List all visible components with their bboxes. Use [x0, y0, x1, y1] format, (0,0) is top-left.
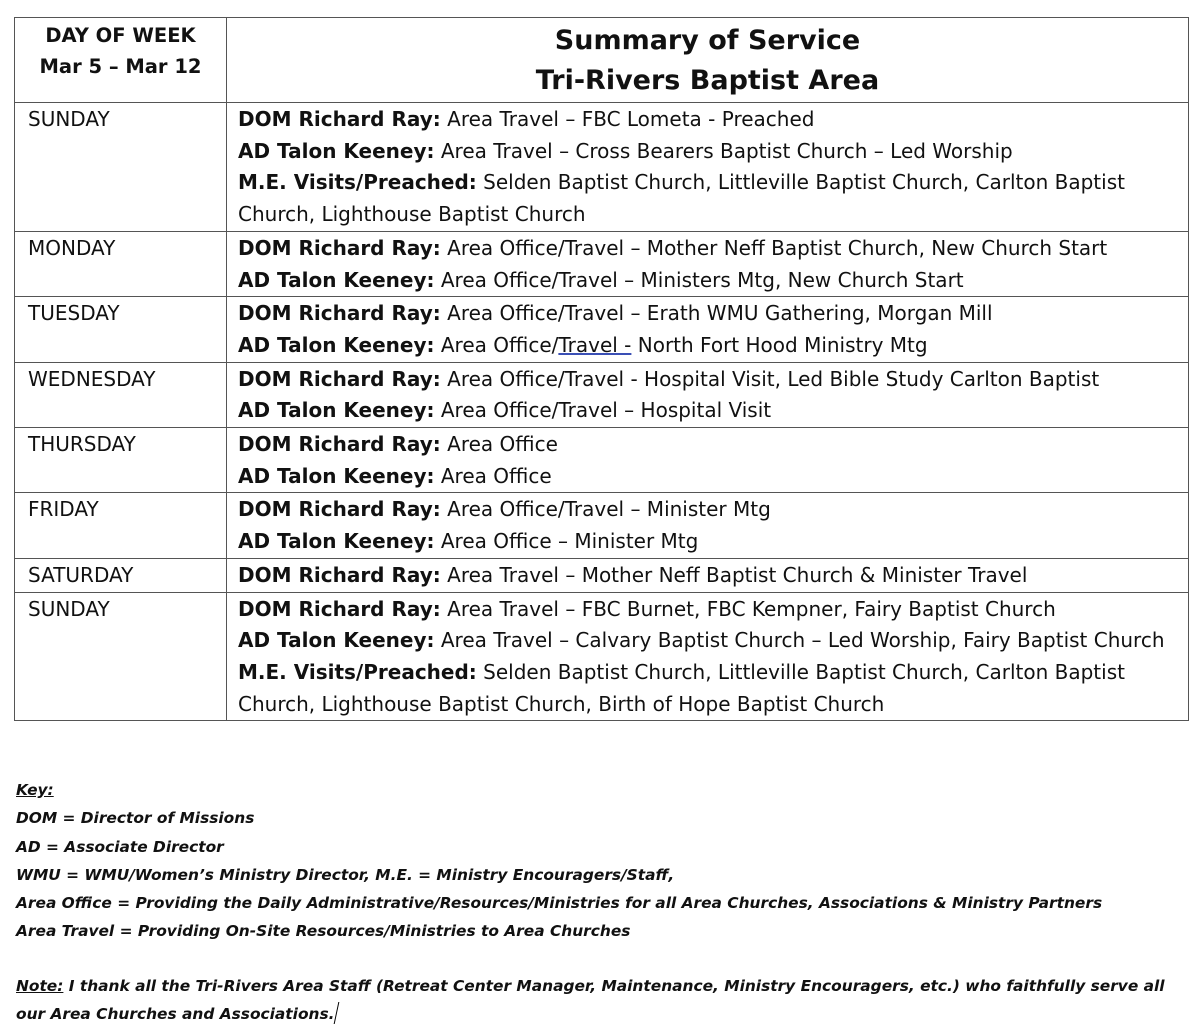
- spellcheck-underlined-text: Travel -: [558, 332, 632, 357]
- activity-line: [238, 657, 1182, 720]
- activity-text: Area Travel – Mother Neff Baptist Church & Minister Travel: [440, 562, 1028, 587]
- summary-title-line2: Tri-Rivers Baptist Area: [535, 65, 880, 96]
- activity-text: Area Office/: [434, 332, 559, 357]
- activities-cell: [227, 297, 1189, 362]
- activity-line: [238, 330, 1182, 362]
- staff-name: AD Talon Keeney:: [238, 138, 435, 163]
- day-cell: SUNDAY: [15, 103, 227, 232]
- day-column-header-line1: DAY OF WEEK: [45, 24, 196, 47]
- activity-text: Area Office – Minister Mtg: [434, 529, 699, 554]
- table-row: [15, 231, 1189, 296]
- day-cell: SATURDAY: [15, 558, 227, 592]
- table-row: [15, 592, 1189, 721]
- activity-line: [238, 136, 1182, 168]
- activity-line: [238, 594, 1182, 626]
- staff-name: DOM Richard Ray:: [238, 366, 441, 391]
- staff-name: AD Talon Keeney:: [238, 529, 435, 554]
- staff-name: DOM Richard Ray:: [238, 596, 441, 621]
- activities-cell: [227, 428, 1189, 493]
- staff-name: DOM Richard Ray:: [238, 235, 441, 260]
- activity-text: North Fort Hood Ministry Mtg: [631, 332, 928, 357]
- activity-text: Selden Baptist Church, Littleville Baptist Church, Carlton Baptist Church, Lighthouse Baptist Church: [238, 170, 1125, 227]
- activity-text: Selden Baptist Church, Littleville Baptist Church, Carlton Baptist Church, Lighthouse Baptist Church, Birth of Hope Baptist Church: [238, 659, 1125, 716]
- activities-cell: [227, 103, 1189, 232]
- activity-line: [238, 429, 1182, 461]
- staff-name: DOM Richard Ray:: [238, 301, 441, 326]
- day-cell: MONDAY: [15, 231, 227, 296]
- table-row: [15, 297, 1189, 362]
- key-line: DOM = Director of Missions: [16, 809, 255, 828]
- note-text: I thank all the Tri-Rivers Area Staff (Retreat Center Manager, Maintenance, Ministry Encouragers, etc.) who faithfully serve all our Area Churches and Associations.: [16, 977, 1165, 1024]
- key-line: Area Travel = Providing On-Site Resources/Ministries to Area Churches: [16, 922, 631, 941]
- activities-cell: [227, 592, 1189, 721]
- staff-name: DOM Richard Ray:: [238, 562, 441, 587]
- key-line: AD = Associate Director: [16, 837, 224, 856]
- staff-name: DOM Richard Ray:: [238, 497, 441, 522]
- key-line: Area Office = Providing the Daily Administrative/Resources/Ministries for all Area Churches, Associations & Ministry Partners: [16, 894, 1103, 913]
- table-row: [15, 103, 1189, 232]
- note-paragraph: [16, 972, 1166, 1029]
- header-row: [15, 18, 1189, 103]
- note-heading: Note:: [16, 977, 64, 995]
- day-cell: TUESDAY: [15, 297, 227, 362]
- key-legend: [16, 776, 1191, 946]
- summary-title-line1: Summary of Service: [554, 25, 861, 56]
- activity-text: Area Office/Travel – Hospital Visit: [434, 398, 772, 423]
- activity-text: Area Travel – Calvary Baptist Church – Led Worship, Fairy Baptist Church: [434, 628, 1165, 653]
- activity-text: Area Office: [440, 432, 558, 457]
- activity-line: [238, 526, 1182, 558]
- activity-text: Area Travel – Cross Bearers Baptist Church – Led Worship: [434, 138, 1013, 163]
- staff-name: AD Talon Keeney:: [238, 267, 435, 292]
- activity-line: [238, 395, 1182, 427]
- activity-text: Area Travel – FBC Lometa - Preached: [440, 107, 815, 131]
- activity-text: Area Office/Travel - Hospital Visit, Led Bible Study Carlton Baptist: [440, 366, 1100, 391]
- key-heading: Key:: [16, 781, 54, 799]
- activity-text: Area Office/Travel – Ministers Mtg, New Church Start: [434, 267, 964, 292]
- activity-text: Area Office/Travel – Mother Neff Baptist Church, New Church Start: [440, 235, 1108, 260]
- activity-line: [238, 265, 1182, 297]
- staff-name: DOM Richard Ray:: [238, 432, 441, 457]
- activity-line: [238, 625, 1182, 657]
- staff-name: M.E. Visits/Preached:: [238, 170, 477, 195]
- staff-name: DOM Richard Ray:: [238, 107, 441, 131]
- day-cell: THURSDAY: [15, 428, 227, 493]
- activity-line: [238, 298, 1182, 330]
- activities-cell: [227, 231, 1189, 296]
- day-column-header-line2: Mar 5 – Mar 12: [39, 55, 202, 78]
- activity-line: [238, 560, 1182, 592]
- summary-title: [227, 18, 1189, 103]
- table-row: [15, 362, 1189, 427]
- activities-cell: [227, 493, 1189, 558]
- staff-name: AD Talon Keeney:: [238, 463, 435, 488]
- summary-table: [14, 17, 1189, 721]
- activity-text: Area Office: [434, 463, 552, 488]
- activity-line: [238, 167, 1182, 230]
- text-cursor: [334, 1002, 340, 1024]
- staff-name: AD Talon Keeney:: [238, 628, 435, 653]
- day-cell: WEDNESDAY: [15, 362, 227, 427]
- activity-text: Area Office/Travel – Minister Mtg: [440, 497, 771, 522]
- activity-line: [238, 233, 1182, 265]
- key-line: WMU = WMU/Women’s Ministry Director, M.E. = Ministry Encouragers/Staff,: [16, 865, 675, 884]
- activity-text: Area Office/Travel – Erath WMU Gathering, Morgan Mill: [440, 301, 993, 326]
- table-row: [15, 493, 1189, 558]
- staff-name: AD Talon Keeney:: [238, 332, 435, 357]
- staff-name: AD Talon Keeney:: [238, 398, 435, 423]
- activity-line: [238, 461, 1182, 493]
- activities-cell: [227, 362, 1189, 427]
- activity-text: Area Travel – FBC Burnet, FBC Kempner, Fairy Baptist Church: [440, 596, 1056, 621]
- staff-name: M.E. Visits/Preached:: [238, 659, 477, 684]
- day-cell: SUNDAY: [15, 592, 227, 721]
- table-row: [15, 428, 1189, 493]
- day-column-header: [15, 18, 227, 103]
- activity-line: [238, 494, 1182, 526]
- activity-line: [238, 364, 1182, 396]
- activities-cell: [227, 558, 1189, 592]
- activity-line: [238, 104, 1182, 136]
- day-cell: FRIDAY: [15, 493, 227, 558]
- table-row: [15, 558, 1189, 592]
